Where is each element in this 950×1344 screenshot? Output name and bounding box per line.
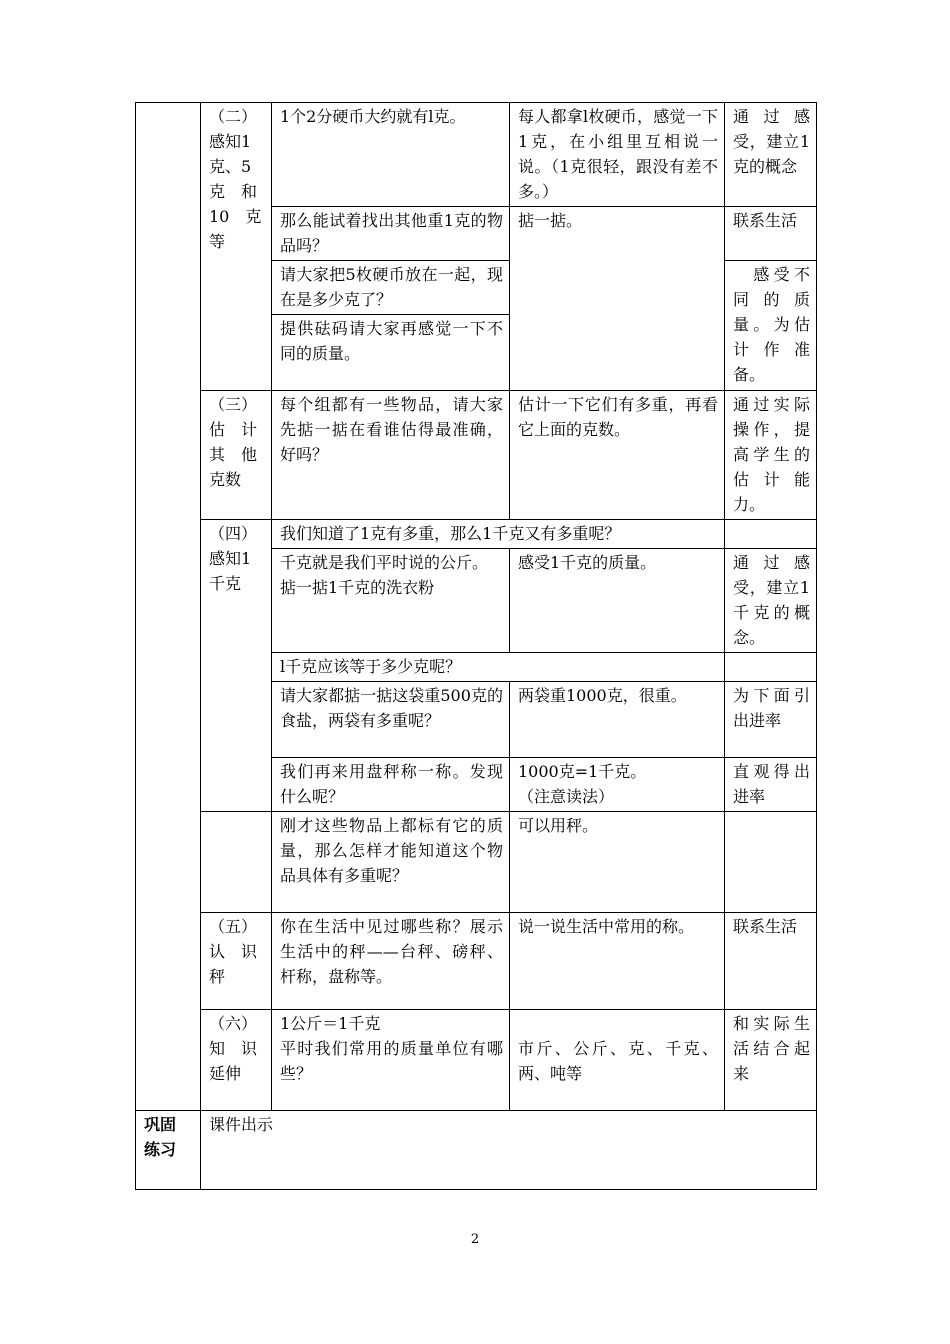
student-activity-cell: 说一说生活中常用的称。 <box>510 913 725 1010</box>
design-intent-cell: 感受不同的质量。为估计作准备。 <box>725 261 817 391</box>
teacher-activity-cell: 刚才这些物品上都标有它的质量，那么怎样才能知道这个物品具体有多重呢？ <box>272 812 510 913</box>
student-activity-cell: 两袋重1000克，很重。 <box>510 682 725 758</box>
design-intent-cell: 联系生活 <box>725 207 817 261</box>
teacher-activity-cell: 请大家把5枚硬币放在一起，现在是多少克了？ <box>272 261 510 315</box>
design-intent-cell: 通过感受，建立1千克的概念。 <box>725 549 817 653</box>
phase-6-label: （六） 知 识 延伸 <box>201 1010 272 1111</box>
student-activity-cell: 掂一掂。 <box>510 207 725 391</box>
section-label-cell <box>136 103 201 1111</box>
design-intent-cell <box>725 520 817 549</box>
teacher-activity-cell: 每个组都有一些物品，请大家先掂一掂在看谁估得最准确，好吗？ <box>272 391 510 520</box>
student-activity-cell: 每人都拿l枚硬币，感觉一下1克，在小组里互相说一说。（1克很轻，跟没有差不多。） <box>510 103 725 207</box>
phase-label-empty <box>201 812 272 913</box>
design-intent-cell: 联系生活 <box>725 913 817 1010</box>
design-intent-cell <box>725 812 817 913</box>
phase-3-label: （三） 估 计 其 他 克数 <box>201 391 272 520</box>
practice-label: 巩固 练习 <box>136 1111 201 1190</box>
teacher-activity-cell: 你在生活中见过哪些称？展示生活中的秤——台秤、磅秤、杆称，盘称等。 <box>272 913 510 1010</box>
student-activity-cell: 1000克=1千克。 （注意读法） <box>510 758 725 812</box>
phase-2-label: （二） 感知1 克、5 克 和 10 克 等 <box>201 103 272 391</box>
design-intent-cell: 通过感受，建立1克的概念 <box>725 103 817 207</box>
design-intent-cell <box>725 653 817 682</box>
teacher-question-cell: l千克应该等于多少克呢？ <box>272 653 725 682</box>
teacher-activity-cell: 1公斤＝1千克 平时我们常用的质量单位有哪些？ <box>272 1010 510 1111</box>
teacher-activity-cell: 那么能试着找出其他重1克的物品吗？ <box>272 207 510 261</box>
phase-4-label: （四） 感知1 千克 <box>201 520 272 812</box>
lesson-plan-table <box>135 102 817 1190</box>
design-intent-cell: 通过实际操作，提高学生的估计能力。 <box>725 391 817 520</box>
teacher-activity-cell: 我们再来用盘秤称一称。发现什么呢？ <box>272 758 510 812</box>
design-intent-cell: 和实际生活结合起来 <box>725 1010 817 1111</box>
design-intent-cell: 为下面引出进率 <box>725 682 817 758</box>
student-activity-cell: 可以用秤。 <box>510 812 725 913</box>
teacher-activity-cell: 提供砝码请大家再感觉一下不同的质量。 <box>272 315 510 391</box>
teacher-question-cell: 我们知道了1克有多重，那么1千克又有多重呢？ <box>272 520 725 549</box>
practice-content: 课件出示 <box>201 1111 817 1190</box>
teacher-activity-cell: 1个2分硬币大约就有l克。 <box>272 103 510 207</box>
student-activity-cell: 市斤、公斤、克、千克、两、吨等 <box>510 1010 725 1111</box>
teacher-activity-cell: 请大家都掂一掂这袋重500克的食盐，两袋有多重呢？ <box>272 682 510 758</box>
student-activity-cell: 感受1千克的质量。 <box>510 549 725 653</box>
student-activity-cell: 估计一下它们有多重，再看它上面的克数。 <box>510 391 725 520</box>
page-number: 2 <box>470 1232 480 1247</box>
phase-5-label: （五） 认 识 秤 <box>201 913 272 1010</box>
design-intent-cell: 直观得出进率 <box>725 758 817 812</box>
teacher-activity-cell: 千克就是我们平时说的公斤。 掂一掂1千克的洗衣粉 <box>272 549 510 653</box>
